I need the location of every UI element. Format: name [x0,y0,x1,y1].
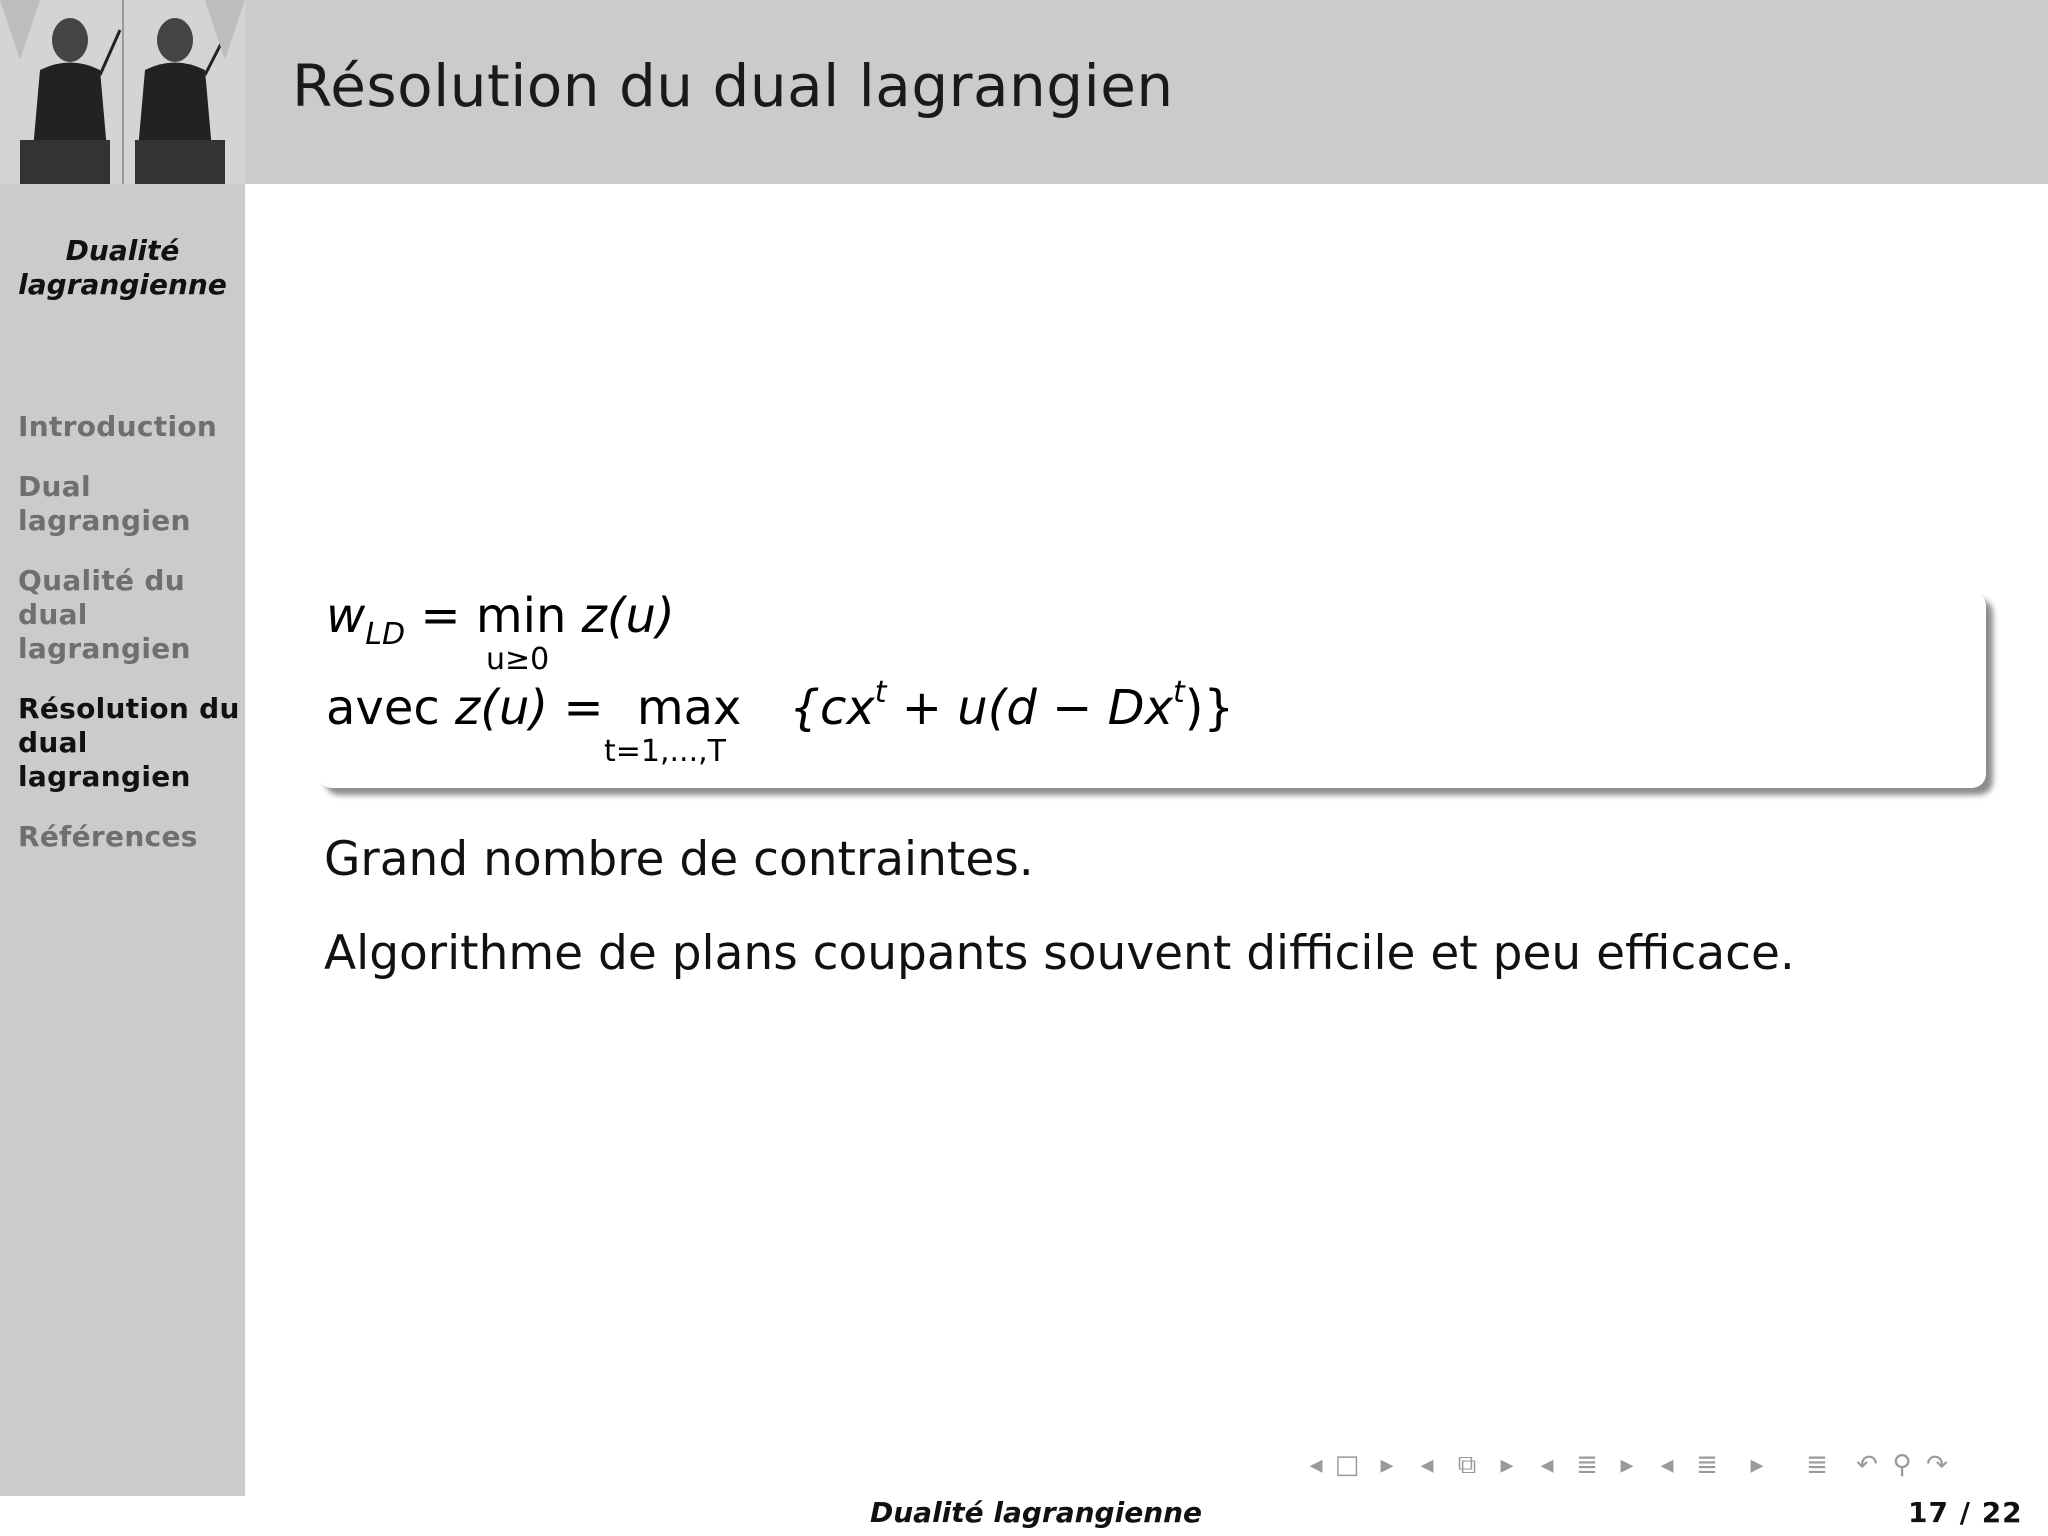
eq1-equals: = [420,588,461,644]
frame-stack-icon[interactable]: ⧉ [1457,1449,1477,1480]
page-title: Résolution du dual lagrangien [292,52,1174,120]
document-icon[interactable]: ≣ [1806,1450,1828,1480]
eq2-max-subscript: t=1,...,T [604,734,726,769]
forward-icon[interactable]: ↷ [1926,1450,1948,1480]
search-icon[interactable]: ⚲ [1892,1450,1912,1480]
nav-prev-frame-icon[interactable]: ◂ [1420,1450,1434,1480]
nav-next-subsection-icon[interactable]: ▸ [1620,1450,1634,1480]
equation-line-1 [326,588,675,652]
logo-image [0,0,245,184]
eq2-max: max [636,680,742,736]
page-number: 17 / 22 [1908,1496,2023,1529]
sidebar-item-dual-lagrangien[interactable]: Dual lagrangien [18,470,191,537]
eq1-min-subscript: u≥0 [486,642,550,677]
nav-next-frame-icon[interactable]: ▸ [1500,1450,1514,1480]
sidebar-title: Dualité lagrangienne [18,234,227,301]
eq2-rhs-c: )} [1184,680,1235,736]
slide-frame-icon[interactable]: □ [1334,1450,1360,1480]
eq2-lhs: z(u) [455,680,549,736]
nav-next-section-icon[interactable]: ▸ [1750,1450,1764,1480]
nav-next-slide-icon[interactable]: ▸ [1380,1450,1394,1480]
nav-prev-section-icon[interactable]: ◂ [1660,1450,1674,1480]
body-text-2: Algorithme de plans coupants souvent difficile et peu efficace. [324,926,1795,981]
portrait-engraving-icon [0,0,245,184]
sidebar-item-qualite-du-dual[interactable]: Qualité du dual lagrangien [18,564,191,665]
nav-prev-slide-icon[interactable]: ◂ [1309,1450,1323,1480]
eq2-rhs-a: {cx [789,680,875,736]
eq1-min: min [475,588,567,644]
eq2-prefix: avec [326,680,440,736]
eq2-rhs-b: + u(d − Dx [901,680,1173,736]
eq1-lhs: w [326,588,366,644]
equation-line-2 [326,675,1235,736]
eq2-equals: = [563,680,604,736]
footer-title: Dualité lagrangienne [870,1496,1203,1529]
sidebar-item-resolution-du-dual[interactable]: Résolution du dual lagrangien [18,692,240,793]
beamer-nav-controls [1305,1448,1957,1482]
nav-prev-subsection-icon[interactable]: ◂ [1540,1450,1554,1480]
header-bar [0,0,2048,184]
body-text-1: Grand nombre de contraintes. [324,832,1034,887]
section-icon[interactable]: ≣ [1696,1450,1718,1480]
sidebar-item-references[interactable]: Références [18,820,198,853]
sidebar-item-introduction[interactable]: Introduction [18,410,218,443]
sidebar-nav [18,410,243,880]
eq1-rhs: z(u) [581,588,675,644]
eq1-lhs-subscript: LD [365,617,406,652]
sidebar [0,184,245,1496]
subsection-icon[interactable]: ≣ [1576,1450,1598,1480]
eq2-sup-1: t [874,675,887,710]
eq2-sup-2: t [1173,675,1185,710]
back-icon[interactable]: ↶ [1856,1450,1878,1480]
